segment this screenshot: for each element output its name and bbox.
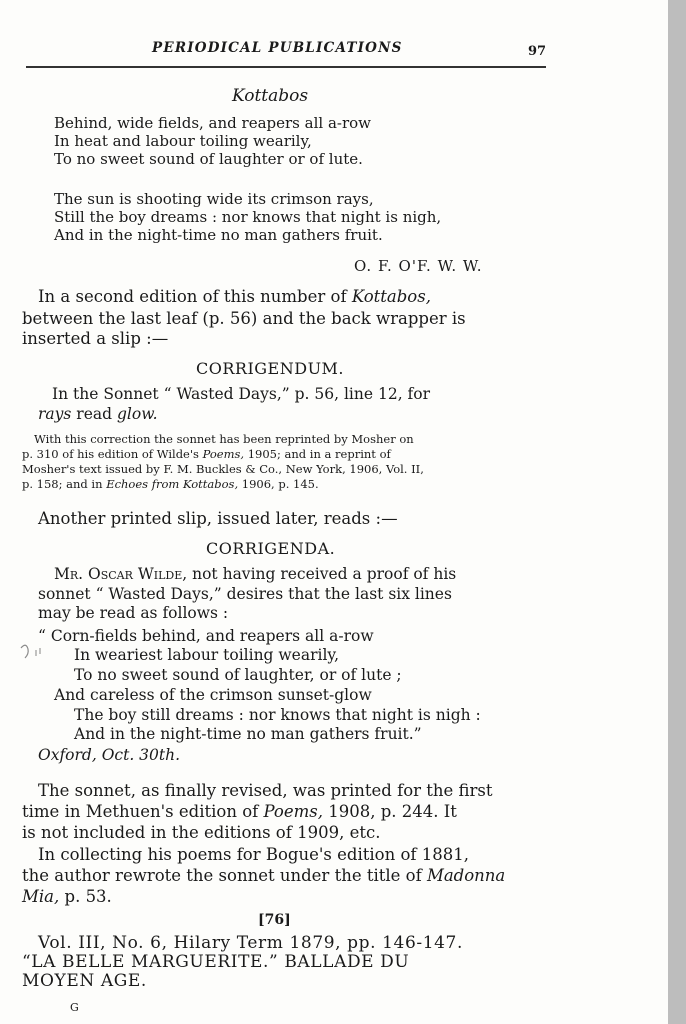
para-1-line-1: In a second edition of this number of Kottabos, xyxy=(38,287,431,306)
para-3-line-2: the author rewrote the sonnet under the title of Madonna xyxy=(22,866,506,885)
para-1-line-3: inserted a slip :— xyxy=(22,329,169,348)
corrigendum-line-2: rays read glow. xyxy=(38,405,158,423)
corrigendum-line-1: In the Sonnet “ Wasted Days,” p. 56, line 12, for xyxy=(52,385,431,403)
signature-mark: G xyxy=(70,1001,79,1014)
corrigenda-line-2: sonnet “ Wasted Days,” desires that the last six lines xyxy=(38,585,452,603)
pencil-mark-icon xyxy=(18,640,46,662)
page-number: 97 xyxy=(528,44,547,59)
poem-title: Kottabos xyxy=(232,86,309,106)
entry-line-2: “LA BELLE MARGUERITE.” BALLADE DU xyxy=(22,952,410,972)
corrigenda-line-3: may be read as follows : xyxy=(38,604,229,622)
margin-pencil-mark xyxy=(18,640,46,666)
bracketed-page-number: [76] xyxy=(258,912,291,928)
dateline: Oxford, Oct. 30th. xyxy=(38,746,181,764)
corrigendum-heading: CORRIGENDUM. xyxy=(196,359,345,378)
another-slip-line: Another printed slip, issued later, reads :— xyxy=(38,509,398,528)
revised-verse-line-6: And in the night-time no man gathers fruit.” xyxy=(74,725,422,743)
verse-line: The sun is shooting wide its crimson rays, xyxy=(54,190,374,208)
poem-stanza-2 xyxy=(54,190,441,244)
revised-verse-line-2: In weariest labour toiling wearily, xyxy=(74,646,340,664)
revised-verse-line-1: “ Corn-fields behind, and reapers all a-row xyxy=(38,627,374,645)
poem-signature: O. F. O'F. W. W. xyxy=(354,257,483,275)
footnote-line: Mosher's text issued by F. M. Buckles & Co., New York, 1906, Vol. II, xyxy=(22,462,424,476)
running-title: PERIODICAL PUBLICATIONS xyxy=(152,40,403,56)
verse-line: Still the boy dreams : nor knows that night is nigh, xyxy=(54,208,442,226)
footnote-line: With this correction the sonnet has been reprinted by Mosher on xyxy=(34,432,414,446)
entry-line-1: Vol. III, No. 6, Hilary Term 1879, pp. 146-147. xyxy=(38,933,463,953)
verse-line: Behind, wide fields, and reapers all a-row xyxy=(54,114,371,132)
poem-stanza-1 xyxy=(54,114,371,168)
corrigenda-heading: CORRIGENDA. xyxy=(206,539,336,558)
scrollbar-edge xyxy=(668,0,686,1024)
revised-verse-line-3: To no sweet sound of laughter, or of lute ; xyxy=(74,666,402,684)
para-2-line-1: The sonnet, as finally revised, was printed for the first xyxy=(38,781,493,800)
para-3-line-1: In collecting his poems for Bogue's edition of 1881, xyxy=(38,845,469,864)
corrigenda-line-1: Mr. Oscar Wilde, not having received a proof of his xyxy=(54,565,457,583)
revised-verse-line-4: And careless of the crimson sunset-glow xyxy=(54,686,372,704)
verse-line: To no sweet sound of laughter or of lute. xyxy=(54,150,363,168)
para-2-line-3: is not included in the editions of 1909, etc. xyxy=(22,823,381,842)
footnote xyxy=(22,432,424,492)
header-rule xyxy=(26,66,546,68)
para-3-line-3: Mia, p. 53. xyxy=(22,887,112,906)
entry-line-3: MOYEN AGE. xyxy=(22,971,147,991)
para-2-line-2: time in Methuen's edition of Poems, 1908, p. 244. It xyxy=(22,802,457,821)
verse-line: In heat and labour toiling wearily, xyxy=(54,132,312,150)
verse-line: And in the night-time no man gathers fruit. xyxy=(54,226,383,244)
para-1-line-2: between the last leaf (p. 56) and the back wrapper is xyxy=(22,309,466,328)
footnote-line: p. 158; and in Echoes from Kottabos, 1906, p. 145. xyxy=(22,477,319,491)
revised-verse-line-5: The boy still dreams : nor knows that night is nigh : xyxy=(74,706,481,724)
footnote-line: p. 310 of his edition of Wilde's Poems, 1905; and in a reprint of xyxy=(22,447,391,461)
